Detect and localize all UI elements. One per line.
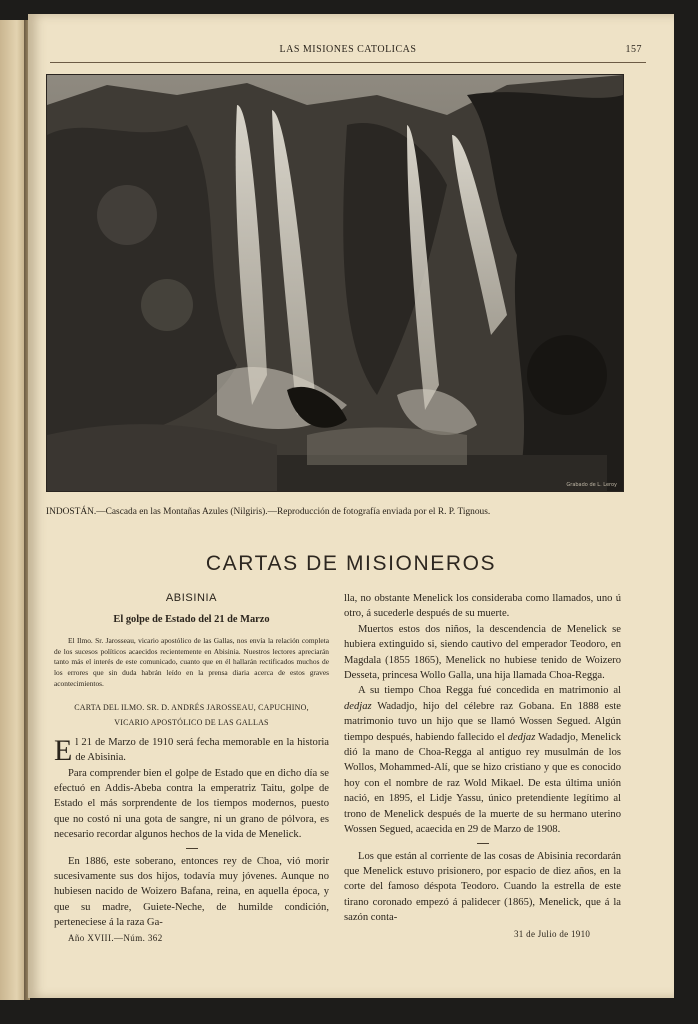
paragraph-text: A su tiempo Choa Regga fué concedida en matrimonio al [358, 685, 621, 697]
paragraph: Muertos estos dos niños, la descendencia de Menelick se hubiera extinguido si, siendo cautivo del emperador Teodoro, en Magdala (1855 1865), Menelick no hubiese tenido de Woizero Desseta, princesa Wollo Galla, una hija llamada Choa-Regga. [344, 623, 621, 682]
article-subheading: El golpe de Estado del 21 de Marzo [113, 614, 270, 626]
paragraph: Para comprender bien el golpe de Estado que en dicho día se efectuó en Addis-Abeba contra la emperatriz Taitu, golpe de Estado el más sorprendente de los tiempos modernos, puesto que no costó ni una gota de sangre, ni un grano de pólvora, es necesario recordar algunos hechos de la vida de Menelick. [54, 767, 329, 841]
issue-number: Año XVIII.—Núm. 362 [68, 933, 163, 943]
running-header [48, 44, 648, 60]
paragraph: En 1886, este soberano, entonces rey de Choa, vió morir sucesivamente sus dos hijos, todavía muy jóvenes. Aunque no hubiesen nacido de Woizero Bafana, reina, en aquella época, y que su madre, Guiete-Neche, de humilde condición, perteneciese á la raza Ga- [54, 855, 329, 929]
journal-title: LAS MISIONES CATOLICAS [279, 44, 417, 55]
section-title: CARTAS DE MISIONEROS [205, 552, 497, 575]
paragraph: lla, no obstante Menelick los consideraba como llamados, uno ú otro, á sucederle después de su muerte. [344, 593, 621, 620]
editorial-intro: El Ilmo. Sr. Jarosseau, vicario apostólico de las Gallas, nos envía la relación completa de los sucesos políticos acaecidos recientemente en Abisinia. Nuestros lectores apreciarán tanto más el interés de este comunicado, cuanto que en él hallarán rectificados muchos de los errores que sin duda habrán leído en la prensa diaria acerca de estos graves acontecimientos. [54, 635, 329, 688]
book-page [28, 14, 674, 998]
waterfall-photo [46, 74, 624, 492]
divider [186, 848, 198, 849]
waterfall-photo-icon [47, 75, 623, 491]
paragraph [54, 735, 329, 766]
italic-term: dedjaz [507, 731, 536, 743]
paragraph [344, 683, 621, 837]
paragraph-text: Wadadjo, Menelick dió la mano de Choa-Regga al antiguo rey musulmán de los Wollos, Mohammed-Alí, que se hizo cristiano y que es conocido hoy con el nombre de raz Wold Mikael. De esta última unión nació, en 1895, el Lidje Yassu, único pretendiente legítimo al trono de Menelick después de la muerte de su hermano uterino Wossen Segued, acaecida en 29 de Marzo de 1908. [344, 731, 622, 836]
divider [477, 843, 489, 844]
paragraph-text: l 21 de Marzo de 1910 será fecha memorable en la historia de Abisinia. [75, 736, 329, 764]
issue-date: 31 de Julio de 1910 [514, 929, 591, 939]
letter-heading [54, 700, 329, 730]
paragraph: Los que están al corriente de las cosas de Abisinia recordarán que Menelick estuvo prisionero, por espacio de diez años, en la corte del famoso déspota Teodoro. Cuando la estrella de este tirano coronado empezó á palidecer (1865), Menelick, que á la sazón conta- [344, 850, 621, 924]
letter-heading-line-2: VICARIO APOSTÓLICO DE LAS GALLAS [114, 717, 269, 727]
letter-heading-line-1: CARTA DEL ILMO. SR. D. ANDRÉS JAROSSEAU, CAPUCHINO, [74, 702, 309, 712]
photo-credit: Grabado de L. Leroy [566, 482, 617, 488]
drop-cap: E [54, 733, 73, 767]
right-column [344, 591, 621, 926]
italic-term: dedjaz [344, 700, 372, 712]
left-column [54, 591, 329, 931]
paragraph-text: Wadadjo, hijo del célebre raz Gobana. En 1888 este matrimonio tuvo un hijo que se llamó Wossen Segued. Algún tiempo después, habiendo fallecido el [344, 700, 621, 743]
page-number: 157 [625, 44, 642, 55]
header-rule [50, 62, 646, 63]
article-heading: ABISINIA [165, 592, 218, 604]
photo-caption: INDOSTÁN.—Cascada en las Montañas Azules (Nilgiris).—Reproducción de fotografía enviada por el R. P. Tignous. [46, 507, 491, 517]
